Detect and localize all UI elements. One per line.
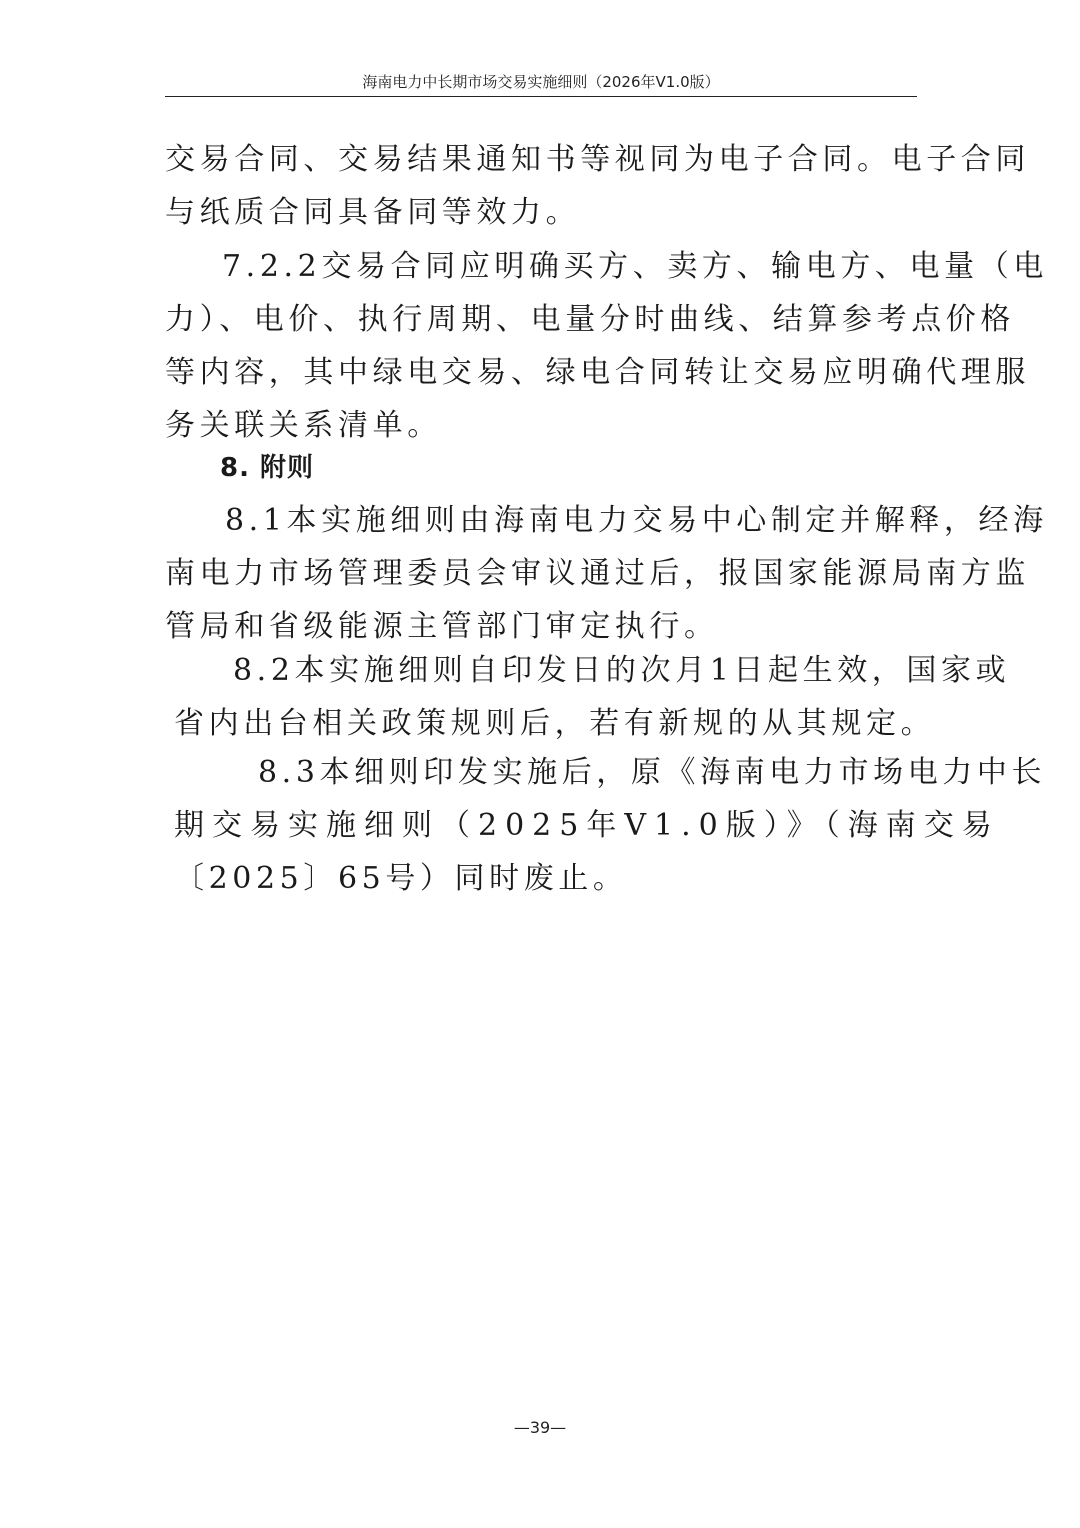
text-line: 交易合同、交易结果通知书等视同为电子合同。电子合同	[165, 142, 1030, 177]
page-header	[165, 72, 917, 97]
section-heading: 8. 附则	[220, 453, 315, 483]
text-line: 务关联关系清单。	[165, 408, 442, 443]
text-line: 〔2025〕65号）同时废止。	[174, 861, 628, 896]
page-number: —39—	[513, 1418, 567, 1437]
text-line: 8.2本实施细则自印发日的次月1日起生效，国家或	[233, 653, 1011, 688]
paragraph-8-2	[165, 644, 1011, 750]
text-line: 8.3本细则印发实施后，原《海南电力市场电力中长	[258, 755, 1047, 790]
text-line: 8.1本实施细则由海南电力交易中心制定并解释，经海	[225, 503, 1048, 538]
text-line: 等内容，其中绿电交易、绿电合同转让交易应明确代理服	[165, 355, 1030, 390]
text-line: 7.2.2交易合同应明确买方、卖方、输电方、电量（电	[222, 249, 1048, 284]
text-line: 期交易实施细则（2025年V1.0版）》（海南交易	[174, 808, 1000, 843]
document-title: 海南电力中长期市场交易实施细则（2026年V1.0版）	[362, 73, 720, 91]
text-line: 省内出台相关政策规则后，若有新规的从其规定。	[174, 706, 936, 741]
paragraph-8-3	[165, 746, 1047, 905]
text-line: 与纸质合同具备同等效力。	[165, 195, 581, 230]
paragraph-contract-continuation	[165, 133, 1030, 239]
text-line: 管局和省级能源主管部门审定执行。	[165, 609, 719, 644]
text-line: 力）、电价、执行周期、电量分时曲线、结算参考点价格	[165, 302, 1015, 337]
text-line: 南电力市场管理委员会审议通过后，报国家能源局南方监	[165, 556, 1030, 591]
paragraph-7-2-2	[165, 240, 1048, 452]
paragraph-8-1	[165, 494, 1048, 653]
